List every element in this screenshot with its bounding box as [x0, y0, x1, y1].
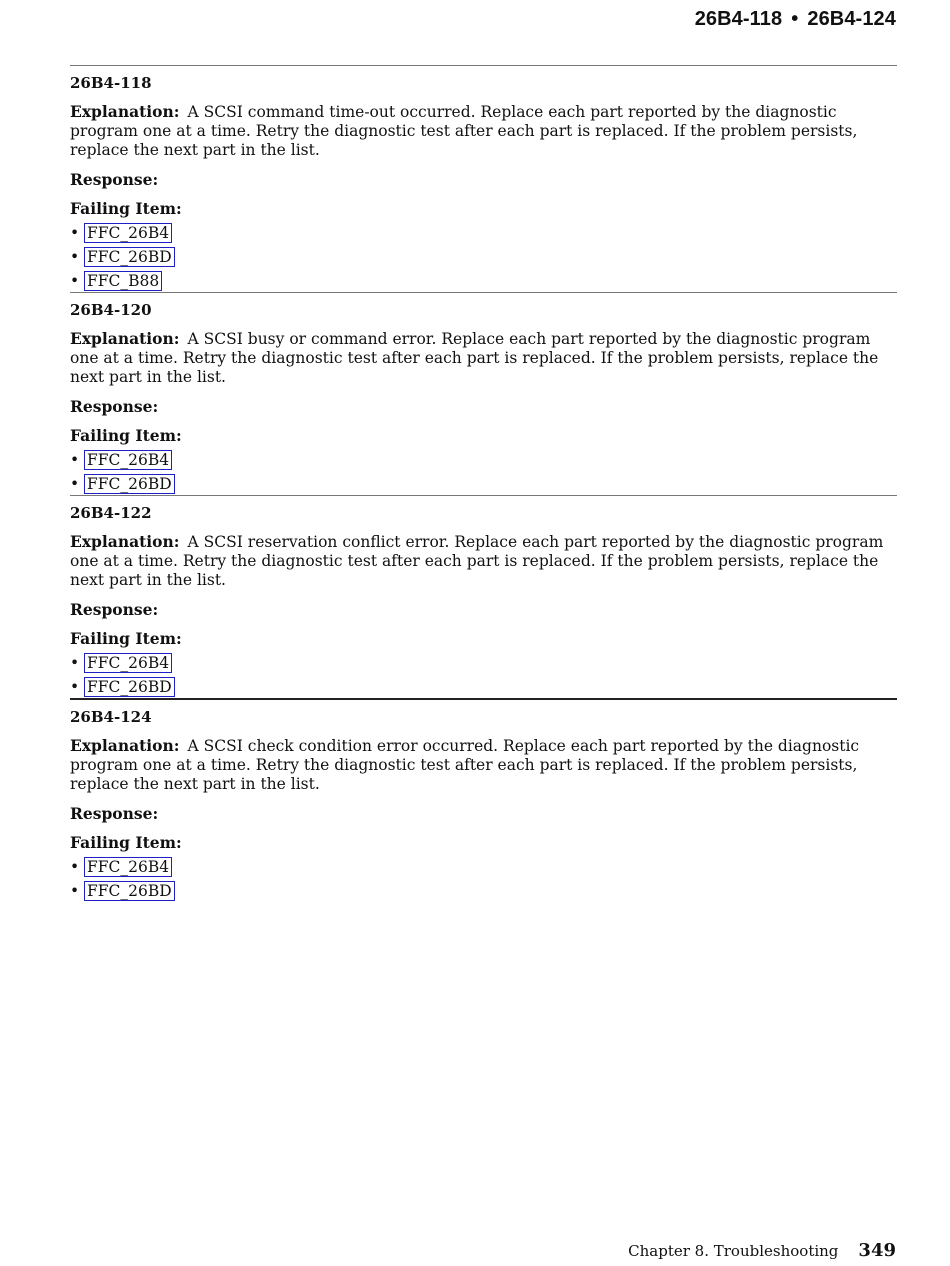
failing-item-label: Failing Item: [70, 426, 182, 445]
list-item [70, 651, 897, 675]
list-item [70, 245, 897, 269]
list-item [70, 269, 897, 293]
page-number: 349 [858, 1240, 896, 1261]
failing-item-list [70, 855, 897, 903]
ffc-link[interactable]: FFC_26BD [84, 881, 175, 901]
bullet: • [70, 248, 80, 266]
error-entry-26b4-120 [70, 292, 897, 496]
explanation [70, 736, 897, 794]
explanation [70, 102, 897, 160]
failing-item-label: Failing Item: [70, 199, 182, 218]
explanation-label: Explanation: [70, 532, 180, 551]
ffc-link[interactable]: FFC_26BD [84, 677, 175, 697]
error-entry-26b4-122 [70, 495, 897, 699]
explanation-label: Explanation: [70, 102, 180, 121]
header-separator: • [791, 8, 799, 30]
bullet: • [70, 272, 80, 290]
explanation [70, 532, 897, 590]
bullet: • [70, 451, 80, 469]
explanation-label: Explanation: [70, 329, 180, 348]
ffc-link[interactable]: FFC_26B4 [84, 653, 172, 673]
ffc-link[interactable]: FFC_26B4 [84, 223, 172, 243]
explanation-text: A SCSI busy or command error. Replace each part reported by the diagnostic program one at a time. Retry the diagnostic test after each part is replaced. If the problem persists, replace the next part in the list. [70, 330, 879, 386]
error-code: 26B4-122 [70, 504, 152, 522]
error-entry-26b4-118 [70, 65, 897, 293]
section-divider [70, 292, 897, 293]
section-divider [70, 495, 897, 496]
list-item [70, 472, 897, 496]
failing-item-list [70, 221, 897, 293]
page-footer [628, 1240, 896, 1261]
bullet: • [70, 224, 80, 242]
bullet: • [70, 475, 80, 493]
explanation-text: A SCSI reservation conflict error. Replace each part reported by the diagnostic program one at a time. Retry the diagnostic test after each part is replaced. If the problem persists, replace the next part in the list. [70, 533, 884, 589]
ffc-link[interactable]: FFC_26B4 [84, 450, 172, 470]
section-divider [70, 698, 897, 700]
running-header [695, 8, 896, 31]
list-item [70, 221, 897, 245]
bullet: • [70, 678, 80, 696]
bullet: • [70, 654, 80, 672]
header-range-start: 26B4-118 [694, 8, 783, 30]
header-range-end: 26B4-124 [807, 8, 896, 30]
bullet: • [70, 858, 80, 876]
ffc-link[interactable]: FFC_26B4 [84, 857, 172, 877]
response-label: Response: [70, 397, 159, 416]
error-code: 26B4-118 [70, 74, 152, 92]
response-label: Response: [70, 804, 159, 823]
error-code: 26B4-124 [70, 708, 152, 726]
ffc-link[interactable]: FFC_B88 [84, 271, 162, 291]
response-label: Response: [70, 600, 159, 619]
list-item [70, 675, 897, 699]
ffc-link[interactable]: FFC_26BD [84, 247, 175, 267]
error-entry-26b4-124 [70, 698, 897, 903]
list-item [70, 879, 897, 903]
error-code: 26B4-120 [70, 301, 152, 319]
failing-item-list [70, 651, 897, 699]
failing-item-label: Failing Item: [70, 629, 182, 648]
list-item [70, 855, 897, 879]
section-divider [70, 65, 897, 66]
ffc-link[interactable]: FFC_26BD [84, 474, 175, 494]
failing-item-list [70, 448, 897, 496]
explanation-label: Explanation: [70, 736, 180, 755]
bullet: • [70, 882, 80, 900]
failing-item-label: Failing Item: [70, 833, 182, 852]
list-item [70, 448, 897, 472]
explanation-text: A SCSI check condition error occurred. Replace each part reported by the diagnostic program one at a time. Retry the diagnostic test after each part is replaced. If the problem persists, replace the next part in the list. [70, 737, 860, 793]
explanation-text: A SCSI command time-out occurred. Replace each part reported by the diagnostic program one at a time. Retry the diagnostic test after each part is replaced. If the problem persists, replace the next part in the list. [70, 103, 858, 159]
explanation [70, 329, 897, 387]
response-label: Response: [70, 170, 159, 189]
chapter-title: Chapter 8. Troubleshooting [628, 1242, 839, 1260]
